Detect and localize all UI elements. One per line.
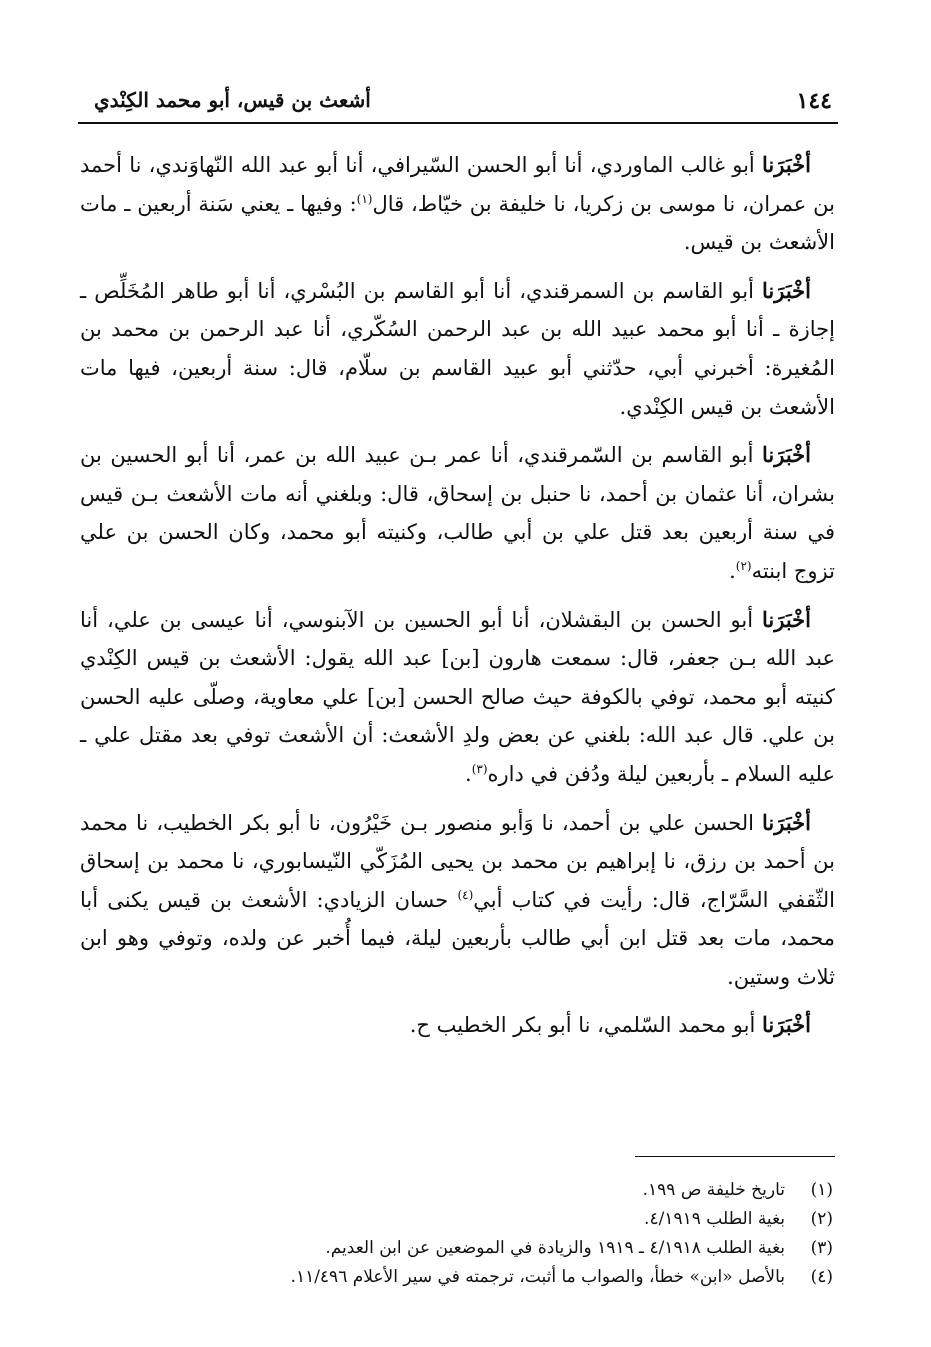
paragraph-lead: أخْبَرَنا: [762, 277, 811, 303]
footnote-item: [120, 1176, 833, 1205]
paragraph-lead: أخْبَرَنا: [762, 1012, 811, 1038]
footnote-item: [120, 1263, 833, 1292]
footnote-text: بالأصل «ابن» خطأ، والصواب ما أثبت، ترجمته في سير الأعلام ١١/٤٩٦.: [290, 1267, 785, 1287]
paragraph-lead: أخْبَرَنا: [762, 606, 811, 632]
header-divider: [78, 122, 838, 124]
paragraph-text: أبو غالب الماوردي، أنا أبو الحسن السّيرافي، أنا أبو عبد الله النّهاوَندي، نا أحمد بن عمران، نا موسى بن زكريا، نا خليفة بن خيّاط، قال: [80, 153, 835, 216]
footnote-ref: (٢): [735, 558, 752, 573]
footnote-text: بغية الطلب ٤/١٩١٩.: [644, 1209, 785, 1229]
footnote-ref: (٤): [457, 887, 474, 902]
footnote-number: (٣): [810, 1238, 833, 1258]
paragraph-text: أبو الحسن بن البقشلان، أنا أبو الحسين بن الآبنوسي، أنا عيسى بن علي، أنا عبد الله بـن جعفر، قال: سمعت هارون [بن] عبد الله يقول: الأشعث بن قيس الكِنْدي كنيته أبو محمد، توفي بالكوفة حيث صالح الحسن [بن] علي معاوية، وصلّى عليه الحسن بن علي. قال عبد الله: بلغني عن بعض ولدِ الأشعث: أن الأشعث توفي بعد مقتل علي ـ عليه السلام ـ بأربعين ليلة ودُفن في داره: [80, 607, 835, 786]
paragraph-tail: : وفيها ـ يعني سَنة أربعين ـ مات الأشعث بن قيس.: [80, 191, 835, 255]
paragraph-4: [80, 601, 835, 794]
paragraph-tail: حسان الزيادي: الأشعث بن قيس يكنى أبا محمد، مات بعد قتل ابن أبي طالب بأربعين ليلة، فيما أُخبر عن ولده، وتوفي وهو ابن ثلاث وستين.: [80, 887, 835, 989]
paragraph-text: الحسن علي بن أحمد، نا وَأبو منصور بـن خَيْرُون، نا أبو بكر الخطيب، نا محمد بن أحمد بن رزق، نا إبراهيم بن محمد بن يحيى المُزَكّي النّيسابوري، نا محمد بن إسحاق الثّقفي السَّرّاج، قال: رأيت في كتاب أبي: [80, 810, 836, 912]
page-number: ١٤٤: [796, 88, 832, 114]
footnote-number: (١): [810, 1180, 833, 1200]
paragraph-tail: .: [729, 558, 736, 583]
footnote-ref: (٣): [471, 761, 488, 776]
paragraph-lead: أخْبَرَنا: [762, 442, 811, 468]
footnote-divider: [635, 1156, 835, 1157]
footnote-number: (٢): [810, 1209, 833, 1229]
running-title: أشعث بن قيس، أبو محمد الكِنْدي: [94, 88, 371, 112]
footnote-item: [120, 1205, 833, 1234]
paragraph-3: [80, 436, 835, 590]
paragraph-lead: أخْبَرَنا: [762, 809, 811, 835]
paragraph-text: أبو القاسم بن السمرقندي، أنا أبو القاسم بن البُسْري، أنا أبو طاهر المُخَلِّص ـ إجازة ـ أنا أبو محمد عبيد الله بن عبد الرحمن السُكّري، أنا عبد الرحمن بن محمد بن المُغيرة: أخبرني أبي، حدّثني أبو عبيد القاسم بن سلّام، قال: سنة أربعين، فيها مات الأشعث بن قيس الكِنْدي.: [80, 278, 835, 419]
main-text: [80, 146, 835, 1055]
paragraph-tail: .: [465, 761, 472, 786]
paragraph-5: [80, 804, 835, 997]
paragraph-text: أبو القاسم بن السّمرقندي، أنا عمر بـن عبيد الله بن عمر، أنا أبو الحسين بن بشران، أنا عثمان بن أحمد، نا حنبل بن إسحاق، قال: وبلغني أنه مات الأشعث بـن قيس في سنة أربعين بعد قتل علي بن أبي طالب، وكنيته أبو محمد، وكان الحسن بن علي تزوج ابنته: [80, 443, 836, 583]
paragraph-1: [80, 146, 835, 262]
footnote-item: [120, 1234, 833, 1263]
paragraph-lead: أخْبَرَنا: [762, 152, 811, 177]
page-header: [92, 84, 834, 120]
footnote-text: بغية الطلب ٤/١٩١٨ ـ ١٩١٩ والزيادة في الموضعين عن ابن العديم.: [325, 1238, 785, 1258]
footnote-ref: (١): [356, 191, 373, 206]
paragraph-6: [80, 1006, 835, 1045]
footnote-number: (٤): [810, 1267, 833, 1287]
footnotes: [120, 1176, 833, 1292]
paragraph-2: [80, 272, 835, 426]
footnote-text: تاريخ خليفة ص ١٩٩.: [642, 1180, 785, 1200]
paragraph-text: أبو محمد السّلمي، نا أبو بكر الخطيب ح.: [409, 1013, 756, 1038]
